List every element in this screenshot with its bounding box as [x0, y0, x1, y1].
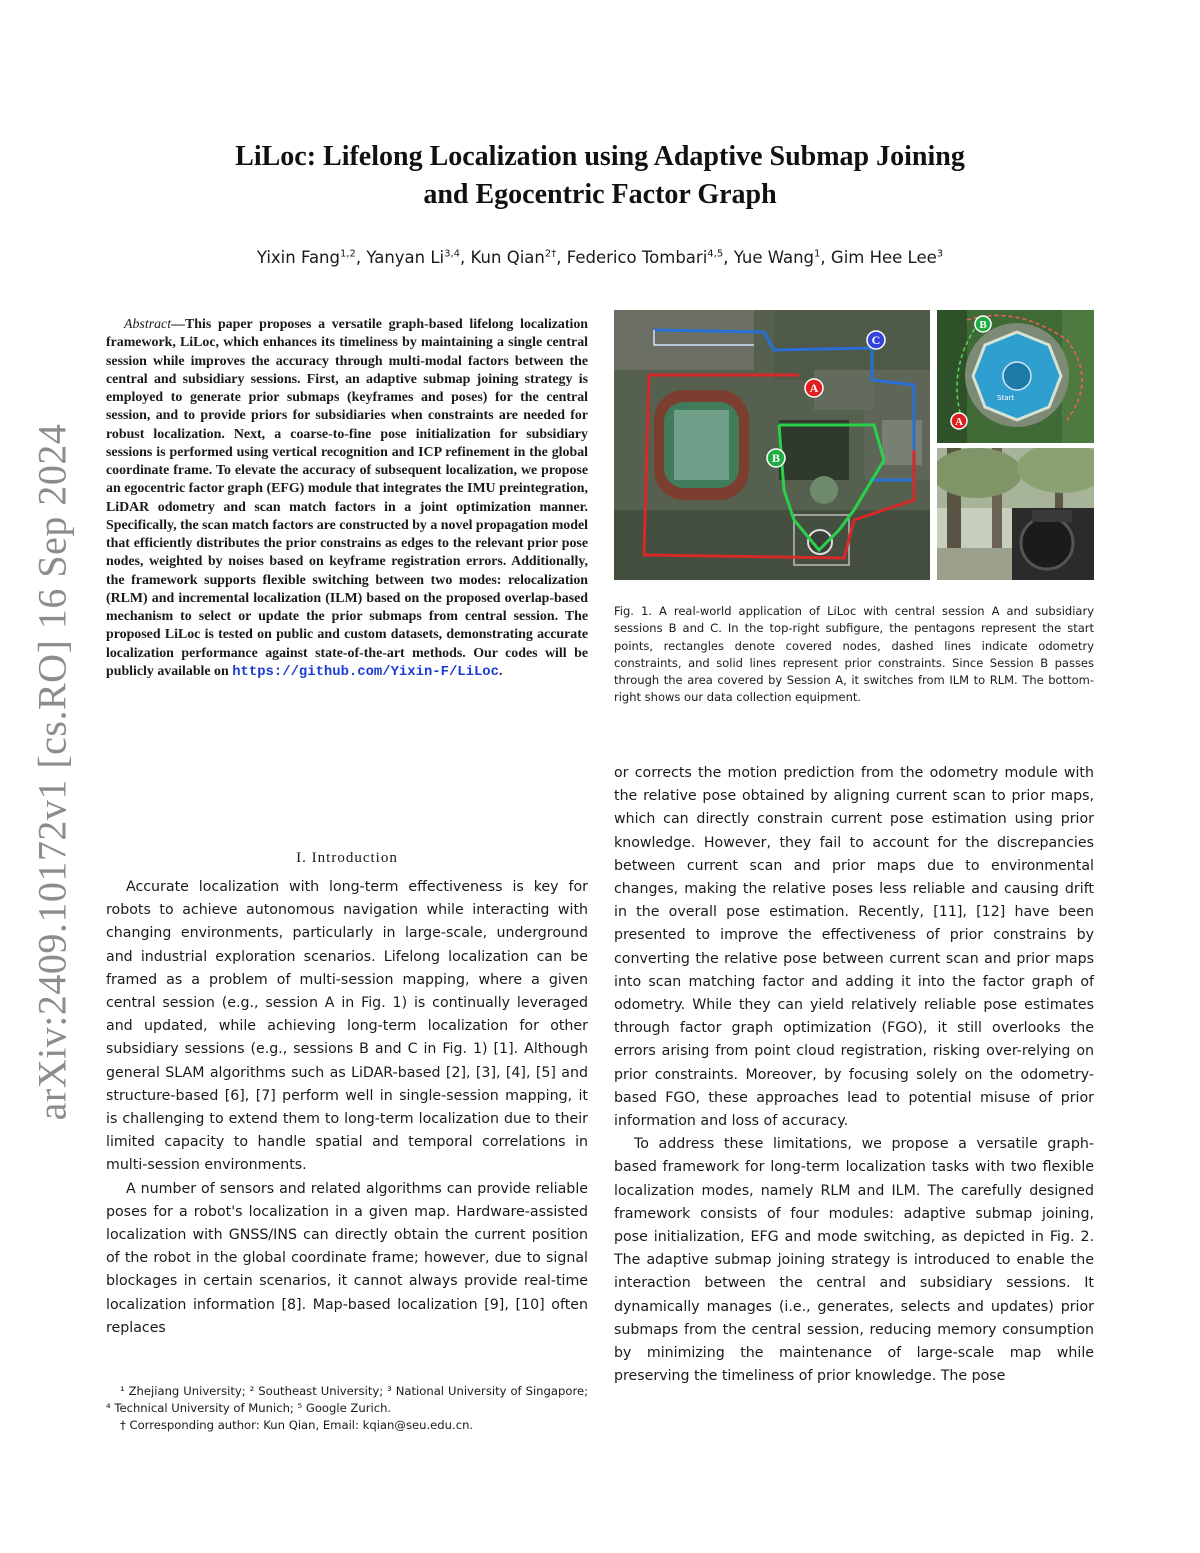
- title-line-2: and Egocentric Factor Graph: [423, 179, 777, 210]
- arxiv-identifier-stamp: arXiv:2409.10172v1 [cs.RO] 16 Sep 2024: [29, 423, 75, 1121]
- author: Kun Qian$^{2\dagger}$: [470, 248, 557, 267]
- figure-topright-subfigure: [937, 310, 1094, 443]
- abstract-text: —This paper proposes a versatile graph-based lifelong localization framework, LiLoc, which enhances its timeliness by maintaining a single central session while improves the accuracy through multi-modal factors between the central and subsidiary sessions. First, an adaptive submap joining strategy is employed to generate prior submaps (keyframes and poses) for the central session, and to provide priors for subsidiaries when constraints are needed for robust localization. Next, a coarse-to-fine pose initialization for subsidiary sessions is performed using vertical recognition and ICP refinement in the global coordinate frame. To elevate the accuracy of subsequent localization, we propose an egocentric factor graph (EFG) module that integrates the IMU preintegration, LiDAR odometry and scan match factors in a joint optimization manner. Specifically, the scan match factors are constructed by a novel propagation model that efficiently distributes the prior constrains as edges to the relevant prior pose nodes, weighted by noises based on keyframe registration errors. Additionally, the framework supports flexible switching between two modes: relocalization (RLM) and incremental localization (ILM) based on the proposed overlap-based mechanism to select or update the prior submaps from central session. The proposed LiLoc is tested on public and custom datasets, demonstrating accurate localization performance against state-of-the-art methods. Our codes will be publicly available on: [106, 317, 588, 679]
- session-b-marker: B: [771, 451, 781, 465]
- body-paragraph: A number of sensors and related algorithms can provide reliable poses for a robot's localization in a given map. Hardware-assisted localization with GNSS/INS can directly obtain the current position of the robot in the global coordinate frame; however, due to signal blockages in certain scenarios, it cannot always provide real-time localization information [8]. Map-based localization [9], [10] often replaces: [106, 1180, 588, 1336]
- body-paragraph: To address these limitations, we propose a versatile graph-based framework for long-term localization tasks with two flexible localization modes, namely RLM and ILM. The carefully designed framework consists of four modules: adaptive submap joining, pose initialization, EFG and mode switching, as depicted in Fig. 2. The adaptive submap joining strategy is introduced to enable the interaction between the central and subsidiary sessions. It dynamically manages (i.e., generates, selects and updates) prior submaps from the central session, reducing memory consumption by minimizing the maintenance of large-scale map while preserving the timeliness of prior knowledge. The pose: [614, 1136, 1094, 1385]
- subfigure-session-b-marker: B: [979, 319, 987, 331]
- abstract: Abstract—This paper proposes a versatile graph-based lifelong localization framework, LiLoc, which enhances its timeliness by maintaining a single central session while improves the accuracy through multi-modal factors between the central and subsidiary sessions. First, an adaptive submap joining strategy is employed to generate prior submaps (keyframes and poses) for the central session, and to provide priors for subsidiaries when constraints are needed for robust localization. Next, a coarse-to-fine pose initialization for subsidiary sessions is performed using vertical recognition and ICP refinement in the global coordinate frame. To elevate the accuracy of subsequent localization, we propose an egocentric factor graph (EFG) module that integrates the IMU preintegration, LiDAR odometry and scan match factors in a joint optimization manner. Specifically, the scan match factors are constructed by a novel propagation model that efficiently distributes the prior constrains as edges to the relevant prior pose nodes, weighted by noises based on keyframe registration errors. Additionally, the framework supports flexible switching between two modes: relocalization (RLM) and incremental localization (ILM) based on the proposed overlap-based mechanism to select or update the prior submaps from central session. The proposed LiLoc is tested on public and custom datasets, demonstrating accurate localization performance against state-of-the-art methods. Our codes will be publicly available on https://github.com/Yixin-F/LiLoc.: [106, 317, 588, 680]
- figure-1-caption: Fig. 1. A real-world application of LiLoc with central session A and subsidiary sessions B and C. In the top-right subfigure, the pentagons represent the start points, rectangles denote covered nodes, dashed lines indicate odometry constraints, and solid lines represent prior constraints. Since Session B passes through the area covered by Session A, it switches from ILM to RLM. The bottom-right shows our data collection equipment.: [614, 604, 1094, 705]
- right-column-body: [614, 762, 1094, 1388]
- left-column-body: [106, 876, 588, 1340]
- section-heading-introduction: I. Introduction: [296, 850, 398, 866]
- session-c-marker: C: [871, 333, 881, 347]
- author: Yixin Fang$^{1,2}$: [256, 248, 356, 267]
- author: Gim Hee Lee$^3$: [830, 248, 944, 267]
- body-paragraph: or corrects the motion prediction from the odometry module with the relative pose obtained by aligning current scan to prior maps, which can directly constrain current pose estimation using prior knowledge. However, they fail to account for the discrepancies between current scan and prior maps due to environmental changes, making the relative poses less reliable and causing drift in the overall pose estimation. Recently, [11], [12] have been presented to improve the effectiveness of prior constrains by converting the relative pose between current scan and prior maps into scan matching factor and adding it into the factor graph of odometry. While they can yield relatively reliable pose estimates through factor graph optimization (FGO), it still overlooks the errors arising from point cloud registration, risking over-relying on prior constraints. Moreover, by focusing solely on the odometry-based FGO, these approaches lead to potential misuse of prior information and loss of accuracy.: [614, 765, 1094, 1130]
- figure-data-collection-equipment-photo: [937, 448, 1094, 580]
- footnote-corresponding-author: † Corresponding author: Kun Qian, Email: kqian@seu.edu.cn.: [120, 1418, 474, 1432]
- session-a-marker: A: [809, 381, 819, 395]
- author-list: Yixin Fang$^{1,2}$, Yanyan Li$^{3,4}$, Kun Qian$^{2\dagger}$, Federico Tombari$^{4,5}$, Yue Wang$^1$, Gim Hee Lee$^3$: [256, 248, 944, 267]
- subfigure-session-a-marker: A: [955, 416, 963, 428]
- code-repository-link[interactable]: https://github.com/Yixin-F/LiLoc: [232, 663, 499, 680]
- title-line-1: LiLoc: Lifelong Localization using Adaptive Submap Joining: [235, 141, 965, 172]
- footnote-affiliations: ¹ Zhejiang University; ² Southeast University; ³ National University of Singapore; ⁴ Technical University of Munich; ⁵ Google Zurich.: [106, 1384, 588, 1415]
- footnotes: [106, 1383, 588, 1434]
- start-point-label: Start: [997, 394, 1015, 402]
- author: Yue Wang$^1$: [733, 248, 821, 267]
- body-paragraph: Accurate localization with long-term effectiveness is key for robots to achieve autonomous navigation while interacting with changing environments, particularly in large-scale, underground and industrial exploration scenarios. Lifelong localization can be framed as a problem of multi-session mapping, where a given central session (e.g., session A in Fig. 1) is continually leveraged and updated, while achieving long-term localization for other subsidiary sessions (e.g., sessions B and C in Fig. 1) [1]. Although general SLAM algorithms such as LiDAR-based [2], [3], [4], [5] and structure-based [6], [7] perform well in single-session mapping, it is challenging to extend them to long-term localization due to their limited capacity to handle spatial and temporal correlations in multi-session environments.: [106, 879, 588, 1174]
- author: Federico Tombari$^{4,5}$: [566, 248, 724, 267]
- figure-aerial-map: [614, 310, 930, 580]
- paper-title: [100, 138, 1100, 214]
- author: Yanyan Li$^{3,4}$: [366, 248, 461, 267]
- abstract-label: Abstract: [124, 317, 172, 332]
